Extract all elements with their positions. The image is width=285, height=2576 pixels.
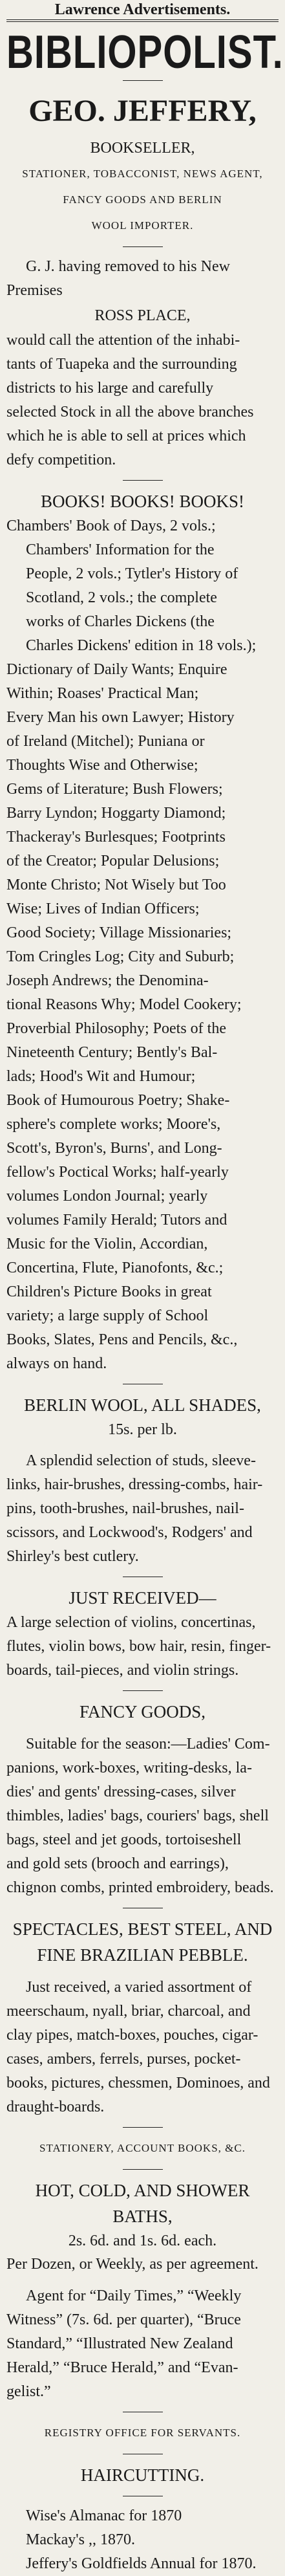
spectacles-line: draught-boards.	[6, 2099, 105, 2115]
stationery-heading: STATIONERY, ACCOUNT BOOKS, &C.	[39, 2142, 246, 2154]
books-line: Children's Picture Books in great	[6, 1283, 212, 1300]
berlin-line: A splendid selection of studs, sleeve-	[26, 1452, 256, 1469]
received-line: A large selection of violins, concertinas,	[6, 1614, 256, 1631]
spectacles-heading-1: SPECTACLES, BEST STEEL, AND	[12, 1919, 273, 1939]
books-line: Wise; Lives of Indian Officers;	[6, 901, 200, 917]
books-line: Music for the Violin, Accordian,	[6, 1236, 208, 1252]
agent-line: Standard,” “Illustrated New Zealand	[6, 2335, 233, 2352]
books-line: of the Creator; Popular Delusions;	[6, 853, 220, 869]
books-line: Barry Lyndon; Hoggarty Diamond;	[6, 805, 226, 822]
books-line: works of Charles Dickens (the	[26, 613, 215, 630]
received-heading: JUST RECEIVED—	[69, 1588, 216, 1608]
notice-body-line: which he is able to sell at prices which	[6, 428, 246, 444]
baths-heading: HOT, COLD, AND SHOWER BATHS,	[35, 2181, 250, 2226]
notice-body-line: districts to his large and carefully	[6, 380, 214, 397]
books-line: Chambers' Book of Days, 2 vols.;	[6, 518, 216, 534]
books-line: Scott's, Byron's, Burns', and Long-	[6, 1140, 222, 1157]
books-line: Charles Dickens' edition in 18 vols.);	[26, 637, 257, 654]
books-line: Monte Christo; Not Wisely but Too	[6, 877, 226, 893]
occupation: BOOKSELLER,	[90, 140, 195, 157]
almanac-line: Wise's Almanac for 1870	[26, 2507, 182, 2524]
books-line: of Ireland (Mitchel); Puniana or	[6, 733, 205, 750]
berlin-line: links, hair-brushes, dressing-combs, hair-	[6, 1476, 263, 1493]
berlin-price: 15s. per lb.	[108, 1421, 177, 1438]
books-heading: BOOKS! BOOKS! BOOKS!	[40, 492, 245, 511]
registry-heading: REGISTRY OFFICE FOR SERVANTS.	[44, 2427, 241, 2439]
haircutting-heading: HAIRCUTTING.	[80, 2465, 205, 2485]
agent-line: Witness” (7s. 6d. per quarter), “Bruce	[6, 2311, 241, 2328]
books-line: People, 2 vols.; Tytler's History of	[26, 565, 238, 582]
notice-body-line: defy competition.	[6, 452, 116, 468]
books-line: Gems of Literature; Bush Flowers;	[6, 781, 223, 798]
books-line: Books, Slates, Pens and Pencils, &c.,	[6, 1331, 238, 1348]
spectacles-line: Just received, a varied assortment of	[26, 1979, 252, 1996]
title-divider	[123, 80, 163, 81]
books-line: Proverbial Philosophy; Poets of the	[6, 1020, 226, 1037]
books-line: Tom Cringles Log; City and Suburb;	[6, 948, 235, 965]
books-line: Nineteenth Century; Bently's Bal-	[6, 1044, 218, 1061]
berlin-line: pins, tooth-brushes, nail-brushes, nail-	[6, 1500, 244, 1517]
books-line: fellow's Poctical Works; half-yearly	[6, 1164, 229, 1181]
notice-line-2: Premises	[6, 282, 63, 299]
header-rule	[6, 19, 279, 22]
books-line: variety; a large supply of School	[6, 1307, 209, 1324]
goods-line: FANCY GOODS AND BERLIN	[63, 193, 222, 206]
spectacles-heading-2: FINE BRAZILIAN PEBBLE.	[37, 1945, 248, 1965]
almanac-line: Jeffery's Goldfields Annual for 1870.	[26, 2555, 257, 2572]
received-line: flutes, violin bows, bow hair, resin, finger-	[6, 1638, 271, 1655]
baths-note: Per Dozen, or Weekly, as per agreement.	[6, 2256, 259, 2273]
books-line: sphere's complete works; Moore's,	[6, 1116, 221, 1133]
ad-title: BIBLIOPOLIST.	[6, 25, 284, 78]
books-line: tional Reasons Why; Model Cookery;	[6, 996, 242, 1013]
books-line: Thoughts Wise and Otherwise;	[6, 757, 198, 774]
fancy-line: panions, work-boxes, writing-desks, la-	[6, 1760, 252, 1776]
books-list	[6, 514, 279, 1376]
books-line: Chambers' Information for the	[26, 541, 215, 558]
books-line: volumes Family Herald; Tutors and	[6, 1212, 227, 1228]
books-line: Within; Roases' Practical Man;	[6, 685, 199, 702]
page-header-label: Lawrence Advertisements.	[54, 1, 231, 18]
books-line: Concertina, Flute, Pianofonts, &c.;	[6, 1260, 224, 1276]
berlin-line: Shirley's best cutlery.	[6, 1548, 139, 1565]
books-line: always on hand.	[6, 1355, 107, 1372]
books-line: Book of Humourous Poetry; Shake-	[6, 1092, 230, 1109]
books-line: Joseph Andrews; the Denomina-	[6, 972, 209, 989]
agent-line: gelist.”	[6, 2383, 51, 2400]
berlin-line: scissors, and Lockwood's, Rodgers' and	[6, 1524, 253, 1541]
notice-body-line: selected Stock in all the above branches	[6, 404, 254, 420]
fancy-heading: FANCY GOODS,	[79, 1702, 206, 1721]
baths-price: 2s. 6d. and 1s. 6d. each.	[68, 2232, 217, 2249]
books-line: Good Society; Village Missionaries;	[6, 924, 232, 941]
fancy-line: and gold sets (brooch and earrings),	[6, 1855, 229, 1872]
spectacles-line: books, pictures, chessmen, Dominoes, and	[6, 2075, 270, 2091]
fancy-line: chignon combs, printed embroidery, beads.	[6, 1879, 274, 1896]
fancy-line: dies' and gents' dressing-cases, silver	[6, 1784, 236, 1800]
books-line: Scotland, 2 vols.; the complete	[26, 589, 217, 606]
importer-line: WOOL IMPORTER.	[91, 219, 194, 232]
proprietor-name: GEO. JEFFERY,	[28, 94, 257, 128]
notice-body-line: tants of Tuapeka and the surrounding	[6, 356, 237, 373]
fancy-line: thimbles, ladies' bags, couriers' bags, shell	[6, 1807, 269, 1824]
books-line: Dictionary of Daily Wants; Enquire	[6, 661, 227, 678]
spectacles-line: clay pipes, match-boxes, pouches, cigar-	[6, 2027, 259, 2044]
trades-line: STATIONER, TOBACCONIST, NEWS AGENT,	[22, 168, 263, 180]
notice-line-1: G. J. having removed to his New	[26, 258, 230, 275]
books-line: lads; Hood's Wit and Humour;	[6, 1068, 196, 1085]
received-line: boards, tail-pieces, and violin strings.	[6, 1662, 239, 1679]
books-line: volumes London Journal; yearly	[6, 1188, 208, 1205]
notice-body-line: would call the attention of the inhabi-	[6, 332, 240, 349]
agent-line: Agent for “Daily Times,” “Weekly	[26, 2287, 242, 2304]
spectacles-line: cases, ambers, ferrels, purses, pocket-	[6, 2051, 241, 2068]
books-line: Every Man his own Lawyer; History	[6, 709, 235, 726]
spectacles-line: meerschaum, nyall, briar, charcoal, and	[6, 2003, 251, 2020]
fancy-line: bags, steel and jet goods, tortoiseshell	[6, 1831, 242, 1848]
fancy-line: Suitable for the season:—Ladies' Com-	[26, 1736, 270, 1752]
books-line: Thackeray's Burlesques; Footprints	[6, 829, 226, 846]
berlin-heading: BERLIN WOOL, ALL SHADES,	[24, 1395, 261, 1415]
notice-place: ROSS PLACE,	[94, 307, 191, 324]
notice-body	[6, 329, 279, 472]
almanac-line: Mackay's ,, 1870.	[26, 2531, 135, 2548]
agent-line: Herald,” “Bruce Herald,” and “Evan-	[6, 2359, 238, 2376]
